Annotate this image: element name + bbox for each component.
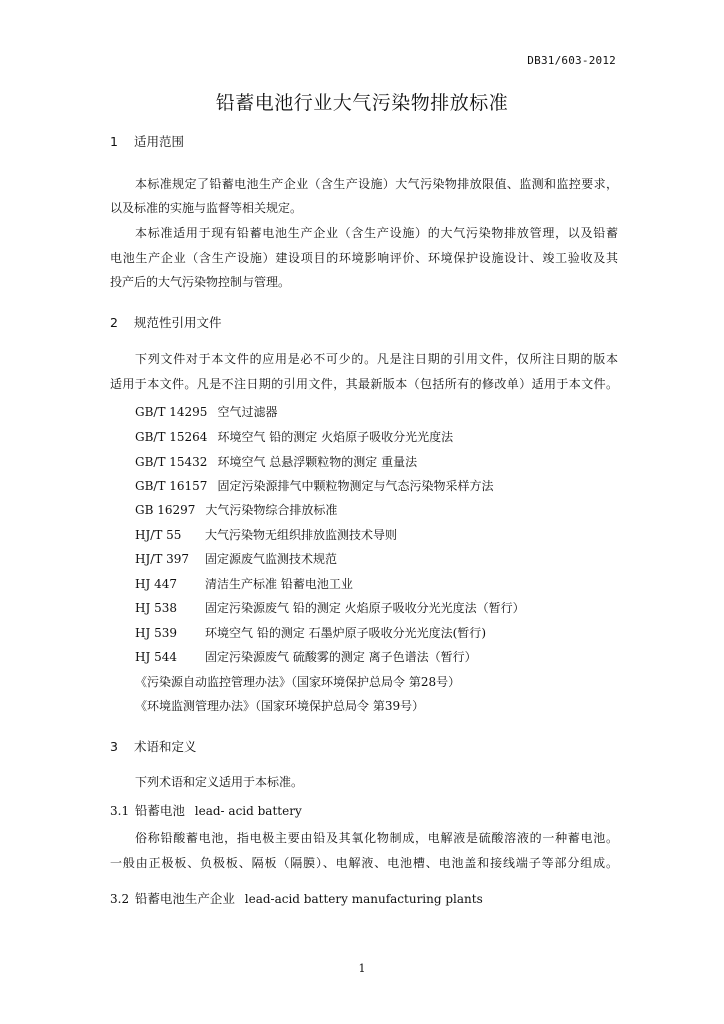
term-3-1-definition-line-2: 一般由正极板、负极板、隔板（隔膜）、电解液、电池槽、电池盖和接线端子等部分组成。 xyxy=(110,856,618,870)
section-number: 1 xyxy=(110,134,118,149)
standard-code: DB31/603-2012 xyxy=(527,54,616,67)
section-3-heading xyxy=(110,737,197,755)
term-english: lead- acid battery xyxy=(194,804,302,818)
terms-intro: 下列术语和定义适用于本标准。 xyxy=(135,775,304,789)
section-title: 适用范围 xyxy=(133,134,184,149)
reference-code: GB/T 15432 xyxy=(135,455,208,469)
reference-code: GB/T 15264 xyxy=(135,430,208,444)
reference-name: 固定污染源废气 铅的测定 火焰原子吸收分光光度法（暂行） xyxy=(205,601,525,615)
reference-item xyxy=(135,575,353,592)
reference-name: 环境空气 总悬浮颗粒物的测定 重量法 xyxy=(217,455,418,469)
term-number: 3.2 xyxy=(110,892,130,906)
reference-item xyxy=(135,648,477,665)
reference-code: GB/T 16157 xyxy=(135,479,208,493)
page-number: 1 xyxy=(358,962,366,975)
section-1-heading xyxy=(110,132,184,150)
reference-name: 环境空气 铅的测定 石墨炉原子吸收分光光度法(暂行) xyxy=(205,626,486,640)
section-title: 术语和定义 xyxy=(133,739,197,754)
scope-line-4: 电池生产企业（含生产设施）建设项目的环境影响评价、环境保护设施设计、竣工验收及其 xyxy=(110,251,618,265)
decree-item: 《环境监测管理办法》（国家环境保护总局令 第39号） xyxy=(135,699,425,713)
document-title: 铅蓄电池行业大气污染物排放标准 xyxy=(215,92,509,114)
reference-name: 大气污染物无组织排放监测技术导则 xyxy=(205,528,398,542)
reference-name: 环境空气 铅的测定 火焰原子吸收分光光度法 xyxy=(217,430,454,444)
reference-code: HJ 538 xyxy=(135,601,177,615)
reference-item xyxy=(135,428,453,445)
term-3-2 xyxy=(110,889,483,907)
reference-item xyxy=(135,624,486,641)
reference-code: HJ 447 xyxy=(135,577,177,591)
reference-code: GB/T 14295 xyxy=(135,405,208,419)
reference-code: HJ 539 xyxy=(135,626,177,640)
term-english: lead-acid battery manufacturing plants xyxy=(244,892,483,906)
reference-name: 固定污染源废气 硫酸雾的测定 离子色谱法（暂行） xyxy=(205,650,477,664)
reference-item xyxy=(135,599,525,616)
reference-name: 固定污染源排气中颗粒物测定与气态污染物采样方法 xyxy=(217,479,494,493)
section-2-heading xyxy=(110,313,222,331)
reference-code: HJ 544 xyxy=(135,650,177,664)
section-number: 3 xyxy=(110,739,118,754)
term-chinese: 铅蓄电池生产企业 xyxy=(134,891,235,906)
term-number: 3.1 xyxy=(110,804,130,818)
reference-code: HJ/T 55 xyxy=(135,528,182,542)
reference-code: HJ/T 397 xyxy=(135,552,190,566)
reference-code: GB 16297 xyxy=(135,503,196,517)
scope-line-5: 投产后的大气污染物控制与管理。 xyxy=(110,275,291,289)
scope-line-3: 本标准适用于现有铅蓄电池生产企业（含生产设施）的大气污染物排放管理，以及铅蓄 xyxy=(135,226,618,240)
reference-item xyxy=(135,501,337,518)
scope-line-2: 以及标准的实施与监督等相关规定。 xyxy=(110,201,303,215)
refs-intro-line-2: 适用于本文件。凡是不注日期的引用文件，其最新版本（包括所有的修改单）适用于本文件。 xyxy=(110,377,618,391)
section-title: 规范性引用文件 xyxy=(133,315,222,330)
reference-name: 空气过滤器 xyxy=(217,405,278,419)
reference-item xyxy=(135,453,417,470)
decree-item: 《污染源自动监控管理办法》（国家环境保护总局令 第28号） xyxy=(135,675,461,689)
refs-intro-line-1: 下列文件对于本文件的应用是必不可少的。凡是注日期的引用文件，仅所注日期的版本 xyxy=(135,352,618,366)
reference-item xyxy=(135,477,493,494)
reference-name: 大气污染物综合排放标准 xyxy=(205,503,338,517)
term-3-1-definition-line-1: 俗称铅酸蓄电池，指电极主要由铅及其氧化物制成，电解液是硫酸溶液的一种蓄电池。 xyxy=(135,831,618,845)
term-chinese: 铅蓄电池 xyxy=(134,803,185,818)
reference-name: 固定源废气监测技术规范 xyxy=(205,552,338,566)
reference-item xyxy=(135,526,397,543)
term-3-1 xyxy=(110,801,302,819)
section-number: 2 xyxy=(110,315,118,330)
reference-name: 清洁生产标准 铅蓄电池工业 xyxy=(205,577,353,591)
scope-line-1: 本标准规定了铅蓄电池生产企业（含生产设施）大气污染物排放限值、监测和监控要求， xyxy=(135,177,618,191)
reference-item xyxy=(135,550,337,567)
reference-item xyxy=(135,403,277,420)
